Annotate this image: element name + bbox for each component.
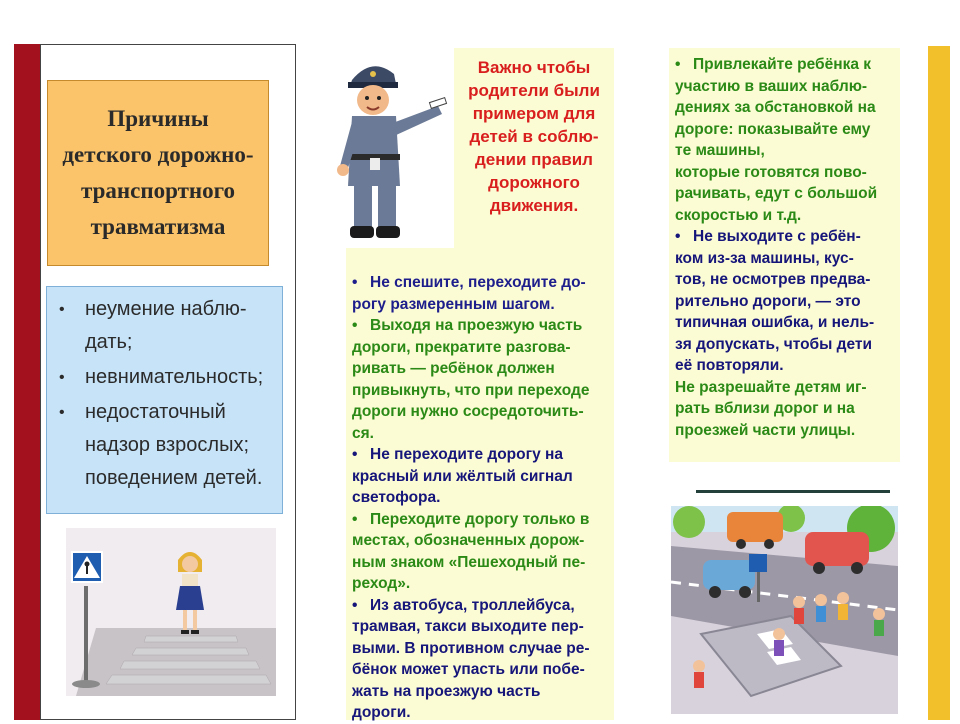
rule-line: дороги. [352, 704, 411, 721]
title-line: травматизма [90, 214, 226, 239]
title-line: детского дорожно- [62, 142, 254, 167]
bullet-icon: • [675, 56, 681, 73]
cause-item [57, 361, 276, 394]
rule-line: ся. [352, 424, 374, 442]
advice-line: зя допускать, чтобы дети [675, 335, 873, 353]
title-line: транспортного [81, 178, 235, 203]
rule-line: Выходя на проезжую часть [370, 317, 583, 334]
cause-item [57, 293, 276, 359]
rule-line: ным знаком «Пешеходный пе- [352, 553, 586, 571]
pedestrian-crossing-illustration [66, 528, 276, 696]
section-divider [696, 490, 890, 493]
advice-line: рачивать, едут с большой [675, 185, 878, 202]
bullet-icon: • [675, 228, 681, 245]
parents-note-line: движения. [489, 196, 579, 215]
cause-line: поведением детей. [85, 467, 263, 489]
rule-line: трамвая, такси выходите пер- [352, 618, 584, 635]
rule-item [352, 595, 606, 724]
advice-line: которые готовятся пово- [675, 163, 867, 181]
rule-item [352, 444, 606, 509]
cause-line: надзор взрослых; [85, 434, 250, 456]
advice-line: рительно дороги, — это [675, 292, 861, 310]
cause-line: дать; [85, 331, 133, 353]
rule-line: дороги нужно сосредоточить- [352, 403, 584, 420]
rule-line: дороги, прекратите разгова- [352, 338, 571, 356]
advice-line: Не выходите с ребён- [693, 228, 861, 245]
bullet-icon: • [352, 274, 358, 291]
causes-list-box [46, 286, 283, 514]
rule-line: привыкнуть, что при переходе [352, 381, 590, 399]
rule-item [352, 509, 606, 595]
advice-line: дороге: показывайте ему [675, 120, 871, 138]
rules-list-box [346, 248, 614, 720]
advice-line: тов, не осмотрев предва- [675, 271, 871, 288]
left-red-stripe [14, 44, 40, 720]
advice-line: её повторяли. [675, 357, 784, 374]
advice-line: участию в ваших наблю- [675, 77, 868, 95]
rule-line: красный или жёлтый сигнал [352, 467, 573, 485]
parents-note-line: примером для [472, 104, 596, 123]
rule-line: бёнок может упасть или побе- [352, 661, 585, 678]
rule-item [352, 315, 606, 444]
rule-line: жать на проезжую часть [352, 682, 541, 700]
advice-line: Привлекайте ребёнка к [693, 56, 872, 73]
causes-title [62, 101, 253, 245]
rule-line: Переходите дорогу только в [370, 510, 590, 528]
title-line: Причины [107, 106, 209, 131]
advice-item [675, 377, 892, 442]
right-yellow-stripe [928, 46, 950, 720]
rule-line: рогу размеренным шагом. [352, 295, 555, 313]
rule-line: выми. В противном случае ре- [352, 639, 590, 657]
rule-line: Из автобуса, троллейбуса, [370, 596, 575, 614]
advice-line: рать вблизи дорог и на [675, 400, 855, 417]
bullet-icon: • [352, 446, 358, 463]
parents-note-line: родители были [468, 81, 600, 100]
rule-line: ривать — ребёнок должен [352, 360, 555, 377]
advice-line: типичная ошибка, и нель- [675, 314, 875, 331]
parents-note-line: детей в соблю- [469, 127, 599, 146]
cause-line: • невнимательность; [85, 366, 264, 388]
cause-line: • недостаточный [85, 401, 226, 423]
rule-line: реход». [352, 575, 411, 592]
advice-line: Не разрешайте детям иг- [675, 378, 867, 396]
parents-note-box [454, 48, 614, 248]
bullet-icon: • [352, 317, 358, 334]
rule-line: Не переходите дорогу на [370, 446, 563, 463]
bullet-icon: • [352, 596, 358, 614]
advice-item [675, 226, 892, 377]
traffic-officer-illustration [330, 56, 452, 246]
parents-note-line: дорожного [488, 173, 580, 192]
cause-line: • неумение наблю- [85, 298, 247, 320]
rule-line: местах, обозначенных дорож- [352, 532, 585, 549]
advice-line: те машины, [675, 142, 765, 159]
causes-title-box [47, 80, 269, 266]
bullet-icon: • [352, 510, 358, 528]
advice-line: проезжей части улицы. [675, 421, 856, 439]
rule-line: светофора. [352, 489, 441, 506]
advice-line: дениях за обстановкой на [675, 99, 876, 116]
parents-note-line: дении правил [475, 150, 593, 169]
parents-note-line: Важно чтобы [477, 58, 591, 77]
causes-list [57, 293, 276, 495]
advice-line: ком из-за машины, кус- [675, 249, 854, 267]
advice-item [675, 54, 892, 226]
parents-note [460, 56, 608, 217]
advice-box [669, 48, 900, 462]
advice-line: скоростью и т.д. [675, 206, 802, 224]
cause-item [57, 396, 276, 495]
rule-line: Не спешите, переходите до- [370, 274, 586, 291]
children-street-crossing-illustration [671, 506, 898, 714]
rule-item [352, 272, 606, 315]
